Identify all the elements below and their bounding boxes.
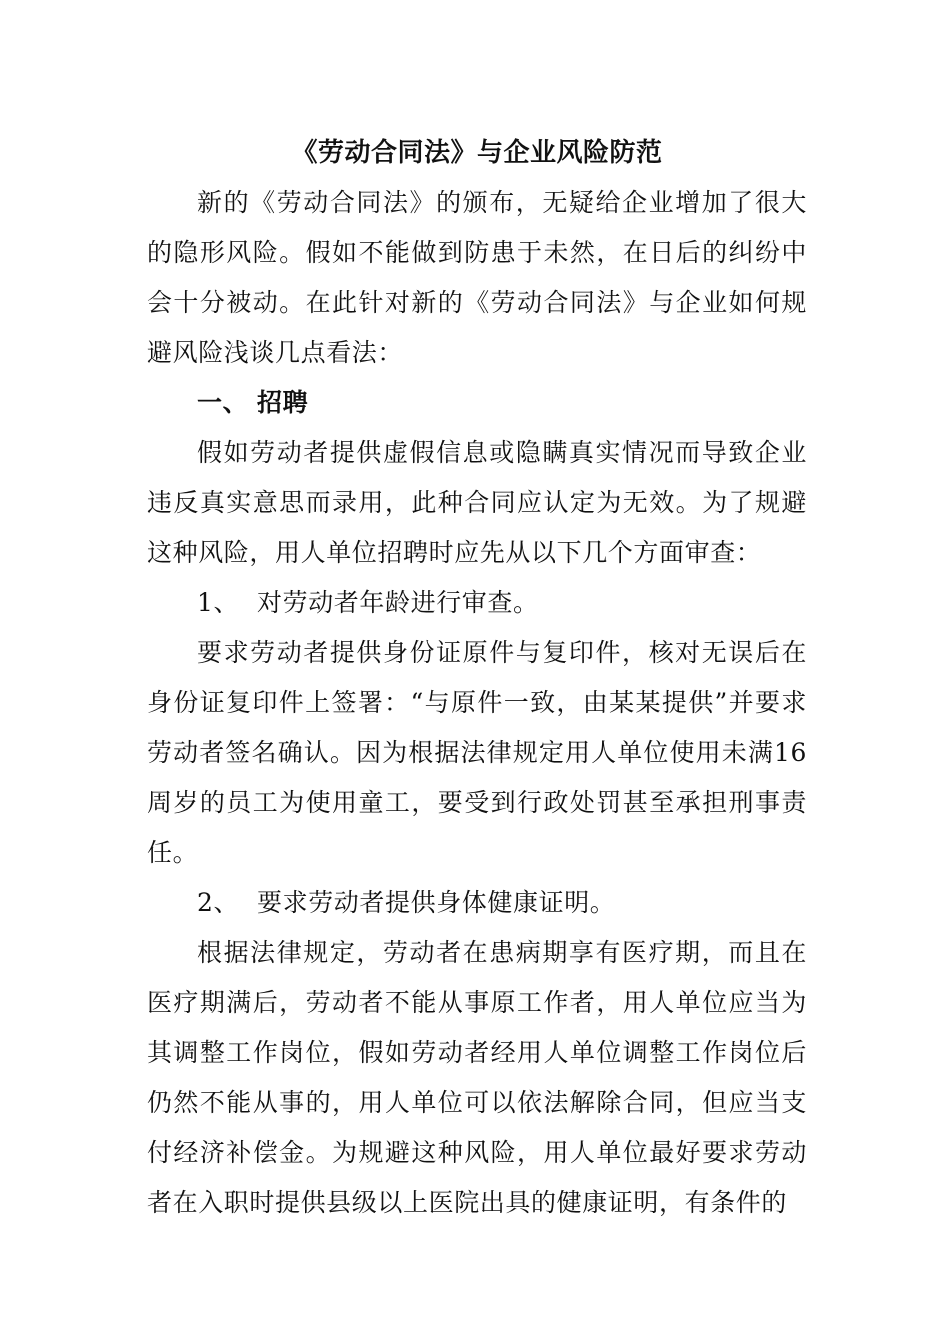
list-item <box>147 878 807 928</box>
section-heading <box>147 378 807 428</box>
list-item-body-paragraph: 要求劳动者提供身份证原件与复印件，核对无误后在身份证复印件上签署：“与原件一致，由某某提供”并要求劳动者签名确认。因为根据法律规定用人单位使用未满16周岁的员工为使用童工，要受到行政处罚甚至承担刑事责任。 <box>147 638 807 867</box>
section-number: 一、 <box>197 388 249 417</box>
list-item-number: 2、 <box>197 888 240 917</box>
list-item-number: 1、 <box>197 588 240 617</box>
section-intro-paragraph: 假如劳动者提供虚假信息或隐瞒真实情况而导致企业违反真实意思而录用，此种合同应认定为无效。为了规避这种风险，用人单位招聘时应先从以下几个方面审查： <box>147 438 807 567</box>
list-item-text: 要求劳动者提供身体健康证明。 <box>257 888 616 917</box>
section-heading-text: 招聘 <box>257 388 309 417</box>
list-item <box>147 578 807 628</box>
document-body <box>147 128 807 1228</box>
list-item-text: 对劳动者年龄进行审查。 <box>257 588 539 617</box>
list-item-body-paragraph: 根据法律规定，劳动者在患病期享有医疗期，而且在医疗期满后，劳动者不能从事原工作者，用人单位应当为其调整工作岗位，假如劳动者经用人单位调整工作岗位后仍然不能从事的，用人单位可以依法解除合同，但应当支付经济补偿金。为规避这种风险，用人单位最好要求劳动者在入职时提供县级以上医院出具的健康证明，有条件的 <box>147 938 807 1217</box>
intro-paragraph: 新的《劳动合同法》的颁布，无疑给企业增加了很大的隐形风险。假如不能做到防患于未然，在日后的纠纷中会十分被动。在此针对新的《劳动合同法》与企业如何规避风险浅谈几点看法： <box>147 188 807 367</box>
document-title: 《劳动合同法》与企业风险防范 <box>291 138 663 168</box>
